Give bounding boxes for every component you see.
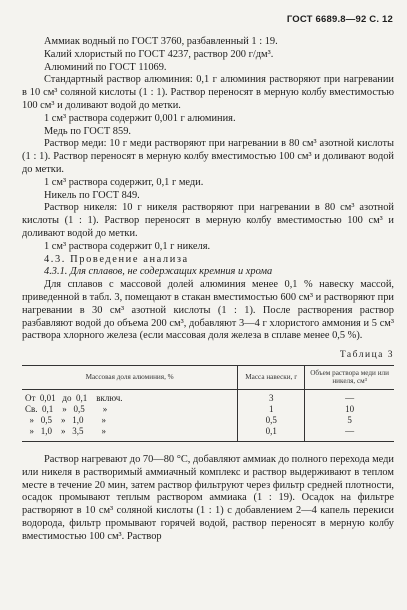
paragraph: Раствор нагревают до 70—80 °С, добавляют аммиак до полного перехода меди или никеля в растворимый аммиачный комплекс и раствор выдерживают в теплом месте в течение 20 мин, затем раствор фильтруют через фильтр средней плотности, осадок промывают теплым раствором аммиака (1 : 19). Осадок на фильтре растворяют в 10 см³ соляной кислоты (1 : 1) с добавлением 2—4 капель перекиси водорода, фильтр промывают горячей водой, раствор переносят в мерную колбу вместимостью 100 см³. Раствор: [22, 453, 394, 542]
page-content: [22, 36, 394, 544]
paragraph: Раствор никеля: 10 г никеля растворяют при нагревании в 80 см³ азотной кислоты (1 : 1). Раствор переносят в мерную колбу вместимостью 100 см³ и доливают водой до метки.: [22, 202, 394, 239]
table-caption: Таблица 3: [339, 350, 394, 361]
table-row: [22, 426, 394, 442]
column-header: Массовая доля алюминия, %: [22, 365, 238, 389]
paragraph: Стандартный раствор алюминия: 0,1 г алюминия растворяют при нагревании в 10 см³ соляной кислоты (1 : 1). Раствор переносят в мерную колбу вместимостью 100 см³ и доливают водой до метки.: [22, 74, 394, 111]
paragraph: Раствор меди: 10 г меди растворяют при нагревании в 80 см³ азотной кислоты (1 : 1). Раствор переносят в мерную колбу вместимостью 100 см³ и доливают водой до метки.: [22, 138, 394, 175]
table-header-row: [22, 365, 394, 389]
mass-cell: 3: [238, 389, 305, 404]
paragraph: Аммиак водный по ГОСТ 3760, разбавленный 1 : 19.: [44, 36, 278, 47]
paragraph: 1 см³ раствора содержит, 0,1 г меди.: [44, 176, 204, 188]
paragraph: 1 см³ раствора содержит 0,001 г алюминия.: [44, 112, 236, 124]
volume-cell: —: [305, 389, 394, 404]
column-header: Объем раствора меди или никеля, см³: [305, 365, 394, 389]
range-cell: » 0,5 » 1,0 »: [25, 414, 106, 425]
table-row: [22, 415, 394, 426]
mass-cell: 0,1: [238, 426, 305, 442]
volume-cell: 10: [305, 404, 394, 415]
paragraph: 1 см³ раствора содержит 0,1 г никеля.: [44, 240, 211, 252]
paragraph: Для сплавов с массовой долей алюминия менее 0,1 % навеску массой, приведенной в табл. 3, помещают в стакан вместимостью 600 см³ и растворяют при нагревании в 30 см³ азотной кислоты (1 : 1). После растворения раствор разбавляют водой до объема 200 см³, добавляют 3—4 г хлористого аммония и 5 см³ раствора хлорного железа (если массовая доля железа в сплаве менее 0,5 %).: [22, 279, 394, 342]
subsection-heading: 4.3.1. Для сплавов, не содержащих кремния и хрома: [44, 266, 273, 278]
volume-cell: —: [305, 426, 394, 442]
data-table: [22, 365, 394, 442]
column-header: Масса навески, г: [238, 365, 305, 389]
paragraph: Никель по ГОСТ 849.: [44, 189, 140, 201]
paragraph: Медь по ГОСТ 859.: [44, 125, 131, 137]
page-header: ГОСТ 6689.8—92 С. 12: [286, 14, 393, 25]
section-heading: 4.3. Проведение анализа: [44, 253, 189, 265]
paragraph: Калий хлористый по ГОСТ 4237, раствор 200 г/дм³.: [44, 48, 274, 60]
range-cell: От 0,01 до 0,1 включ.: [25, 392, 123, 403]
mass-cell: 1: [238, 404, 305, 415]
mass-cell: 0,5: [238, 415, 305, 426]
range-cell: Св. 0,1 » 0,5 »: [25, 403, 108, 414]
paragraph: Алюминий по ГОСТ 11069.: [44, 61, 167, 73]
volume-cell: 5: [305, 415, 394, 426]
paragraph-list: [22, 36, 394, 343]
table-row: [22, 404, 394, 415]
table-row: [22, 389, 394, 404]
range-cell: » 1,0 » 3,5 »: [22, 426, 238, 442]
